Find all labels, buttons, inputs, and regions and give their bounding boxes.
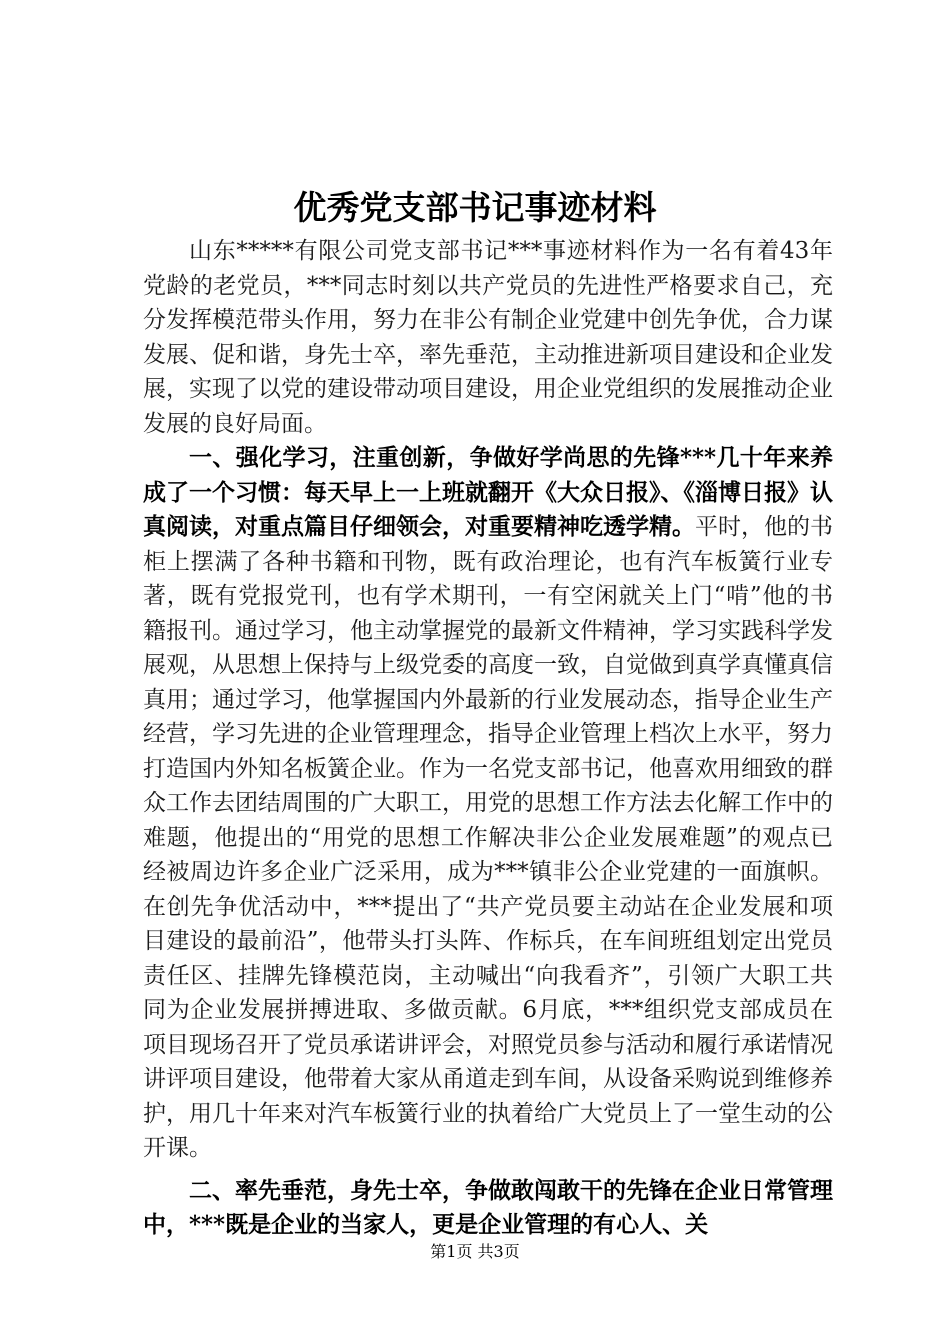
section-1-paragraph xyxy=(143,441,833,1166)
document-title: 优秀党支部书记事迹材料 xyxy=(293,188,657,227)
page-footer: 第1页 共3页 xyxy=(430,1242,520,1261)
section-2-paragraph xyxy=(143,1174,833,1243)
section-1-body: 平时，他的书柜上摆满了各种书籍和刊物，既有政治理论，也有汽车板簧行业专著，既有党报党刊，也有学术期刊，一有空闲就关上门“啃”他的书籍报刊。通过学习，他主动掌握党的最新文件精神，学习实践科学发展观，从思想上保持与上级党委的高度一致，自觉做到真学真懂真信真用；通过学习，他掌握国内外最新的行业发展动态，指导企业生产经营，学习先进的企业管理理念，指导企业管理上档次上水平，努力打造国内外知名板簧企业。作为一名党支部书记，他喜欢用细致的群众工作去团结周围的广大职工，用党的思想工作方法去化解工作中的难题，他提出的“用党的思想工作解决非公企业发展难题”的观点已经被周边许多企业广泛采用，成为***镇非公企业党建的一面旗帜。在创先争优活动中，***提出了“共产党员要主动站在企业发展和项目建设的最前沿”，他带头打头阵、作标兵，在车间班组划定出党员责任区、挂牌先锋模范岗，主动喊出“向我看齐”，引领广大职工共同为企业发展拼搏进取、多做贡献。6月底，***组织党支部成员在项目现场召开了党员承诺讲评会，对照党员参与活动和履行承诺情况讲评项目建设，他带着大家从甬道走到车间，从设备采购说到维修养护，用几十年来对汽车板簧行业的执着给广大党员上了一堂生动的公开课。 xyxy=(143,514,833,1161)
section-1-heading: 一、强化学习，注重创新，争做好学尚思的先锋***几十年来养成了一个习惯：每天早上一上班就翻开《大众日报》、《淄博日报》认真阅读，对重点篇目仔细领会，对重要精神吃透学精。 xyxy=(143,444,833,540)
document-body xyxy=(143,234,833,1243)
intro-paragraph: 山东*****有限公司党支部书记***事迹材料作为一名有着43年党龄的老党员，***同志时刻以共产党员的先进性严格要求自己，充分发挥模范带头作用，努力在非公有制企业党建中创先争优，合力谋发展、促和谐，身先士卒，率先垂范，主动推进新项目建设和企业发展，实现了以党的建设带动项目建设，用企业党组织的发展推动企业发展的良好局面。 xyxy=(143,238,833,437)
section-2-heading: 二、率先垂范，身先士卒，争做敢闯敢干的先锋在企业日常管理中，***既是企业的当家人，更是企业管理的有心人、关 xyxy=(143,1176,833,1238)
